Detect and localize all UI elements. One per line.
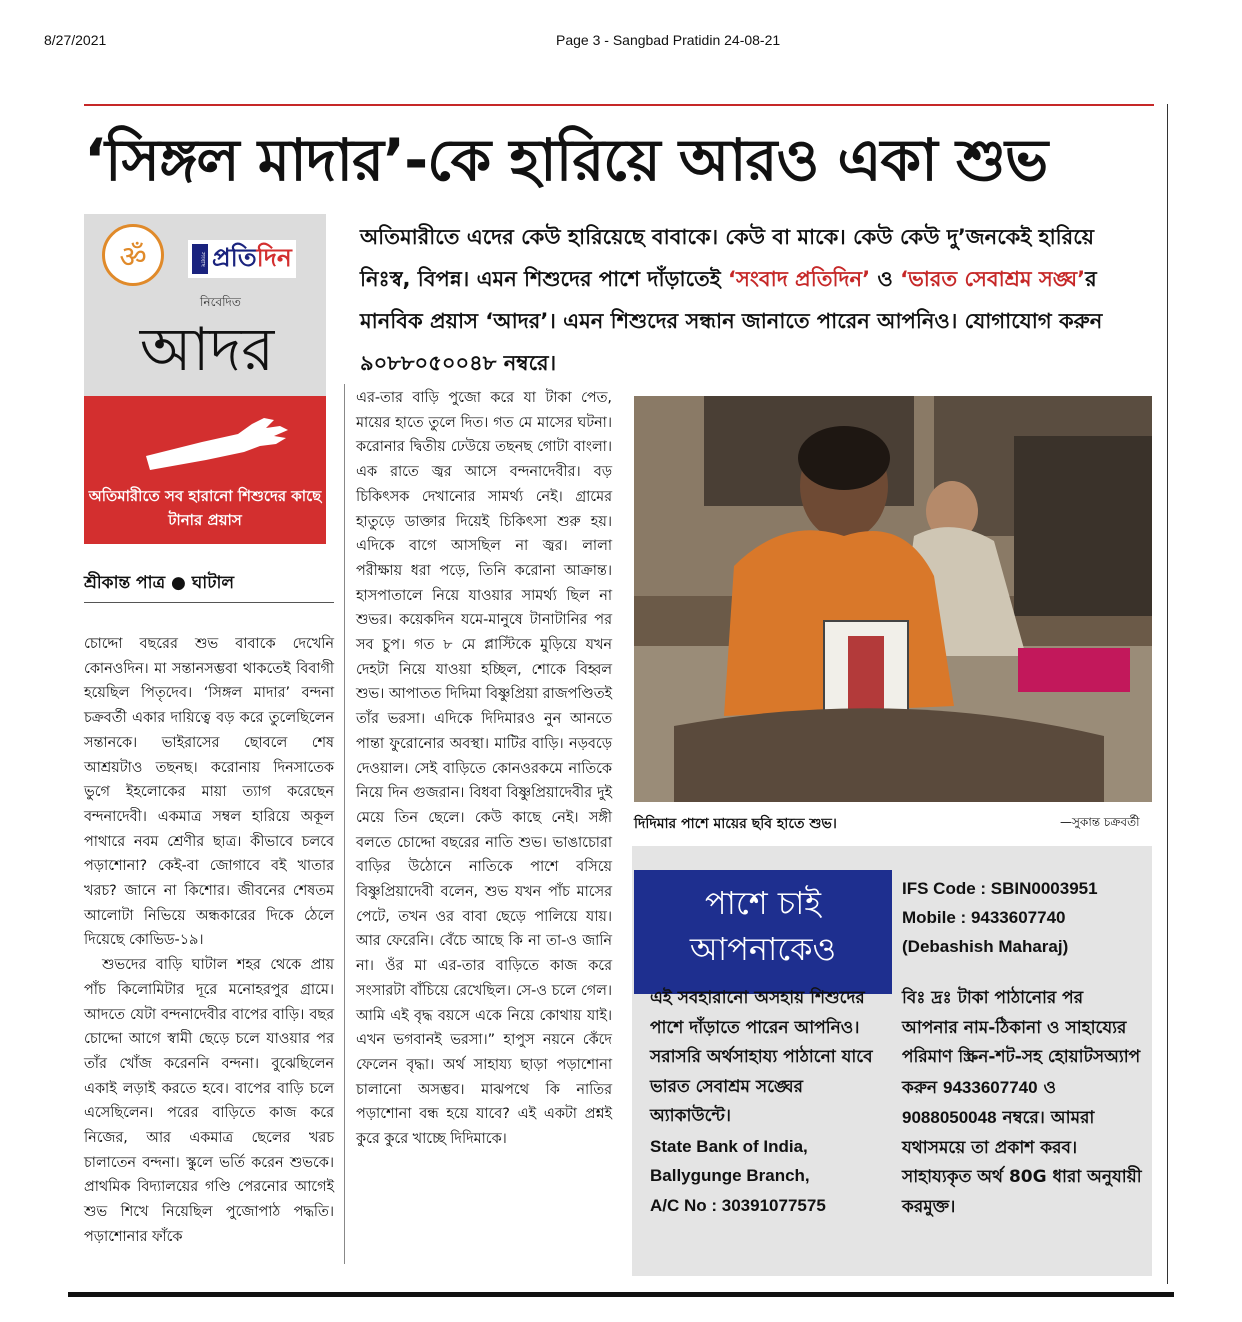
boy-with-grandmother-photo	[634, 396, 1152, 802]
bottom-rule	[68, 1292, 1174, 1297]
photo-credit: —সুকান্ত চক্রবর্তী	[1060, 815, 1140, 829]
column-1-paragraph: চোদ্দো বছরের শুভ বাবাকে দেখেনি কোনওদিন। মা সন্তানসম্ভবা থাকতেই বিবাগী হয়েছিল পিতৃদেব। ‘সিঙ্গল মাদার’ বন্দনা চক্রবর্তী একার দায়িত্বে বড় করে তুলেছিলেন সন্তানকে। ভাইরাসের ছোবলে শেষ আশ্রয়টাও তছনছ। করোনায় দিনসাতেক ভুগে ইহলোকের মায়া ত্যাগ করেছেন বন্দনাদেবী। একমাত্র সম্বল হারিয়ে অকূল পাথারে নবম শ্রেণীর ছাত্র। কীভাবে চলবে পড়াশোনা? কেই-বা জোগাবে বই খাতার খরচ? জানে না কিশোর। জীবনের শেষতম আলোটা নিভিয়ে অন্ধকারের দিকে ঠেলে দিয়েছে কোভিড-১৯।	[84, 636, 334, 949]
brand-mark: সংবাদ	[192, 244, 208, 274]
account-number: A/C No : 30391077575	[650, 1195, 826, 1215]
logo-tagline: অতিমারীতে সব হারানো শিশুদের কাছে টানার প্রয়াস	[88, 487, 322, 529]
bank-details	[902, 874, 1142, 961]
pratidin-brand	[188, 240, 296, 278]
article-column-2	[356, 386, 612, 1152]
print-date: 8/27/2021	[44, 32, 107, 48]
brand-text: প্রতিদিন	[212, 242, 292, 272]
column-rule	[344, 384, 345, 1264]
whatsapp-number-2: 9088050048	[902, 1108, 997, 1127]
appeal-instructions: এই সবহারানো অসহায় শিশুদের পাশে দাঁড়াতে পারেন আপনিও। সরাসরি অর্থসাহায্য পাঠানো যাবে ভারত সেবাশ্রম সঙ্ঘের অ্যাকাউন্টে। State Bank of India, Ballygunge Branch, A/C No : 30391077575	[650, 984, 888, 1220]
right-column-rule	[1167, 104, 1168, 1284]
print-page-title: Page 3 - Sangbad Pratidin 24-08-21	[556, 32, 781, 48]
contact-name: (Debashish Maharaj)	[902, 937, 1069, 956]
bank-branch: Ballygunge Branch,	[650, 1166, 810, 1185]
byline: শ্রীকান্ত পাত্র ● ঘাটাল	[84, 573, 235, 593]
aador-logo	[84, 214, 326, 544]
ifs-code: IFS Code : SBIN0003951	[902, 879, 1098, 898]
reaching-hand-icon	[142, 404, 292, 474]
appeal-note: বিঃ দ্রঃ টাকা পাঠানোর পর আপনার নাম-ঠিকানা ও সাহায্যের পরিমাণ স্ক্রিন-শট-সহ হোয়াটসঅ্যাপ করুন 9433607740 ও 9088050048 নম্বরে। আমরা যথাসময়ে তা প্রকাশ করব। সাহায্যকৃত অর্থ 80G ধারা অনুযায়ী করমুক্ত।	[902, 988, 1142, 1217]
column-2-paragraph: এর-তার বাড়ি পুজো করে যা টাকা পেত, মায়ের হাতে তুলে দিত। গত মে মাসের ঘটনা। করোনার দ্বিতীয় ঢেউয়ে তছনছ গোটা বাংলা। এক রাতে জ্বর আসে বন্দনাদেবীর। বড় চিকিৎসক দেখানোর সামর্থ্য নেই। গ্রামের হাতুড়ে ডাক্তার দিয়েই চিকিৎসা শুরু হয়। এদিকে বাগে আসছিল না জ্বর। লালা পরীক্ষায় ধরা পড়ে, তিনি করোনা আক্রান্ত। হাসপাতালে নিয়ে যাওয়ার সামর্থ্য ছিল না শুভর। কয়েকদিন যমে-মানুষে টানাটানির পর সব চুপ। গত ৮ মে প্লাস্টিকে মুড়িয়ে যখন দেহটা নিয়ে যাওয়া হচ্ছিল, শোকে বিহ্বল শুভ। আপাতত দিদিমা বিষ্ণুপ্রিয়া রাজপণ্ডিতই তাঁর ভরসা। এদিকে দিদিমারও নুন আনতে পান্তা ফুরোনোর অবস্থা। মাটির বাড়ি। নড়বড়ে দেওয়াল। সেই বাড়িতে কোনওরকমে নাতিকে নিয়ে দিন গুজরান। বিধবা বিষ্ণুপ্রিয়াদেবীর দুই মেয়ে তিন ছেলে। কেউ কাছে নেই। সঙ্গী বলতে চোদ্দো বছরের নাতি শুভ। ভাঙাচোরা বাড়ির উঠোনে নাতিকে পাশে বসিয়ে বিষ্ণুপ্রিয়াদেবী বলেন, শুভ যখন পাঁচ মাসের পেটে, তখন ওর বাবা ছেড়ে পালিয়ে যায়। আর ফেরেনি। বেঁচে আছে কি না তা-ও জানি না। ওঁর মা এর-তার বাড়িতে কাজ করে সংসারটা বাঁচিয়ে রেখেছিল। সে-ও চলে গেল। আমি এই বৃদ্ধ বয়সে একে নিয়ে কোথায় যাই। এখন ভগবানই ভরসা।” হাপুস নয়নে কেঁদে ফেলেন বৃদ্ধা। অর্থ সাহায্য ছাড়া পড়াশোনা চালানো অসম্ভব। মাঝপথে কি নাতির পড়াশোনা বন্ধ হয়ে যাবে? এই একটা প্রশ্নই কুরে কুরে খাচ্ছে দিদিমাকে।	[356, 390, 612, 1148]
lead-highlight-pratidin: ‘সংবাদ প্রতিদিন’	[728, 267, 871, 291]
presents-label: নিবেদিত	[200, 295, 241, 309]
aador-title: আদর	[139, 315, 275, 385]
headline: ‘সিঙ্গল মাদার’-কে হারিয়ে আরও একা শুভ	[84, 126, 1048, 194]
appeal-panel	[632, 846, 1152, 1276]
appeal-heading: পাশে চাই আপনাকেও	[689, 884, 837, 968]
sevashram-seal-icon: ॐ	[102, 224, 164, 286]
lead-paragraph: অতিমারীতে এদের কেউ হারিয়েছে বাবাকে। কেউ বা মাকে। কেউ কেউ দু’জনকেই হারিয়ে নিঃস্ব, বিপন্ন। এমন শিশুদের পাশে দাঁড়াতেই ‘সংবাদ প্রতিদিন’ ও ‘ভারত সেবাশ্রম সঙ্ঘ’র মানবিক প্রয়াস ‘আদর’। এমন শিশুদের সন্ধান জানাতে পারেন আপনিও। যোগাযোগ করুন ৯০৮৮০৫০০৪৮ নম্বরে।	[360, 225, 1103, 375]
photo-caption: দিদিমার পাশে মায়ের ছবি হাতে শুভ।	[634, 816, 837, 832]
column-1-paragraph: শুভদের বাড়ি ঘাটাল শহর থেকে প্রায় পাঁচ কিলোমিটার দূরে মনোহরপুর গ্রামে। আদতে যেটা বন্দনাদেবীর বাপের বাড়ি। বছর চোদ্দো আগে স্বামী ছেড়ে চলে যাওয়ার পর তাঁর খোঁজ করেননি বন্দনা। বুঝেছিলেন একাই লড়াই করতে হবে। বাপের বাড়ি চলে এসেছিলেন। পরের বাড়িতে কাজ করে নিজের, আর একমাত্র ছেলের খরচ চালাতেন বন্দনা। স্কুলে ভর্তি করেন শুভকে। প্রাথমিক বিদ্যালয়ের গণ্ডি পেরনোর আগেই শুভ শিখে নিয়েছিল পুজোপাঠ পদ্ধতি। পড়াশোনার ফাঁকে	[84, 957, 334, 1245]
top-red-rule	[84, 104, 1154, 106]
article-photo	[634, 396, 1152, 802]
mobile-number: Mobile : 9433607740	[902, 908, 1066, 927]
appeal-heading-box	[634, 870, 892, 994]
article-column-1	[84, 632, 334, 1250]
bank-name: State Bank of India,	[650, 1136, 808, 1156]
whatsapp-number-1: 9433607740	[943, 1077, 1038, 1097]
lead-highlight-sevashram: ‘ভারত সেবাশ্রম সঙ্ঘ’	[900, 267, 1086, 291]
byline-rule	[84, 602, 334, 603]
